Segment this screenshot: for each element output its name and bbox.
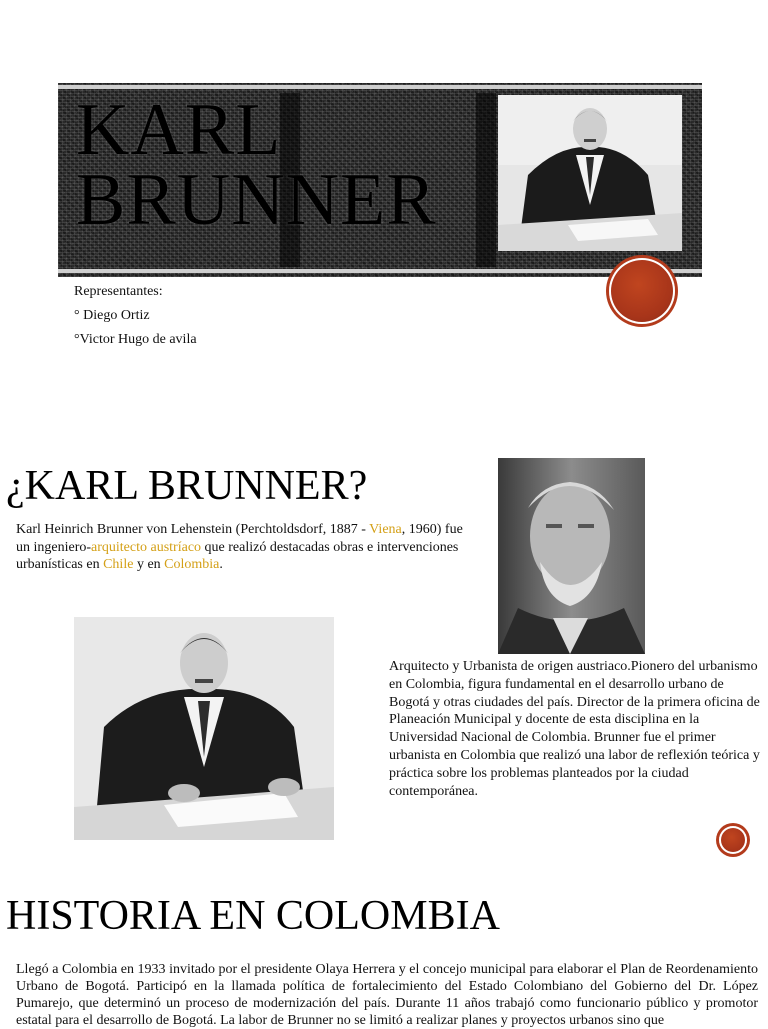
intro-text: Karl Heinrich Brunner von Lehenstein (Perchtoldsdorf, 1887 - [16, 522, 370, 537]
banner-dark-bar [476, 93, 496, 267]
link-arquitecto-austriaco[interactable]: arquitecto austríaco [91, 539, 202, 555]
bio-paragraph: Arquitecto y Urbanista de origen austriaco.Pionero del urbanismo en Colombia, figura fundamental en el desarrollo urbano de Bogotá y otras ciudades del país. Director de la primera oficina de Planeación Municipal y docente de esta disciplina en la Universidad Nacional de Colombia. Brunner fue el primer urbanista en Colombia que realizó una labor de reflexión teórica y práctica sobre los problemas planteados por la ciudad contemporánea. [389, 659, 760, 799]
intro-text: y en [133, 557, 165, 572]
slide-title [76, 89, 437, 241]
banner-bottom-edge [58, 269, 702, 273]
portrait-photo [498, 95, 682, 251]
decorative-red-circle-icon [719, 826, 747, 854]
portrait-photo-desk-large [74, 617, 334, 840]
intro-paragraph [16, 521, 476, 574]
slide2-heading: ¿KARL BRUNNER? [6, 463, 368, 509]
link-colombia[interactable]: Colombia [164, 557, 220, 572]
historia-paragraph: Llegó a Colombia en 1933 invitado por el presidente Olaya Herrera y el concejo municipal para elaborar el Plan de Reordenamiento Urbano de Bogotá. Participó en la llamada política de fortalecimiento del Estado Colombiano del Gobierno del Dr. López Pumarejo, que determinó un proceso de modernización del país. Durante 11 años trabajó como funcionario público y promotor estatal para el desarrollo de Bogotá. La labor de Brunner no se limitó a realizar planes y proyectos urbanos sino que [16, 962, 758, 1028]
intro-text: , 1960) fue un ingeniero- [16, 522, 463, 555]
portrait-photo [74, 617, 334, 840]
link-viena[interactable]: Viena [369, 522, 402, 537]
portrait-photo [498, 458, 645, 654]
representante-1: ° Diego Ortiz [74, 308, 150, 323]
representantes-block [74, 280, 197, 352]
title-line-1: KARL [76, 89, 282, 171]
title-line-2: BRUNNER [76, 159, 437, 241]
decorative-red-circle-icon [609, 258, 675, 324]
portrait-photo-desk-small [498, 95, 682, 251]
representante-2: °Victor Hugo de avila [74, 332, 197, 347]
representantes-label: Representantes: [74, 284, 163, 299]
intro-text: que realizó destacadas obras e intervenciones urbanísticas en [16, 539, 459, 572]
slide3-heading: HISTORIA EN COLOMBIA [6, 893, 500, 939]
link-chile[interactable]: Chile [103, 557, 134, 572]
portrait-photo-elderly [498, 458, 645, 654]
intro-text: . [219, 557, 223, 572]
